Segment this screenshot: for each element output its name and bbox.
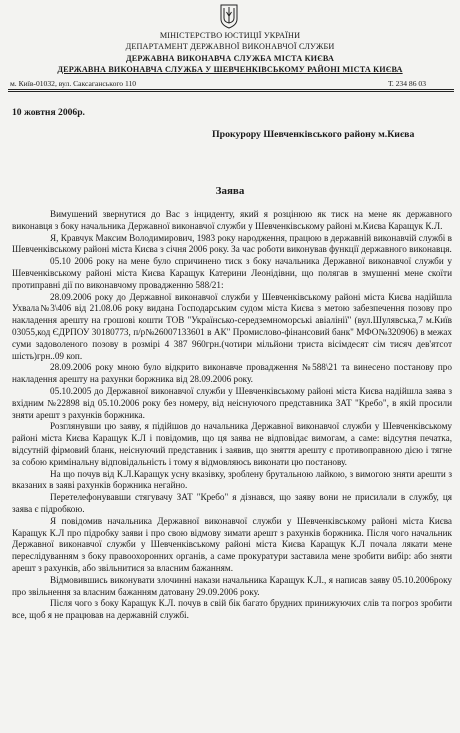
header-phone: Т. 234 86 03 bbox=[387, 79, 426, 88]
body-paragraph: Я, Кравчук Максим Володимирович, 1983 року народження, працюю в державній виконавчій службі в Шевченківському районі міста Києва з січня 2006 року. За час роботи виконував функції державного виконавця. bbox=[12, 232, 452, 255]
trident-emblem-icon bbox=[218, 2, 240, 30]
body-paragraph: Після чого з боку Каращук К.Л. почув в свій бік багато брудних принижуючих слів та погроз зробити все, щоб я не працював на державній службі. bbox=[12, 598, 452, 621]
body-paragraph: 28.09.2006 року мною було відкрито виконавче провадження №588\21 та винесено постанову про накладення арешту на рахунки боржника від 28.09.2006 року. bbox=[12, 362, 452, 385]
document-body bbox=[12, 209, 452, 622]
header-department: ДЕПАРТАМЕНТ ДЕРЖАВНОЇ ВИКОНАВЧОЇ СЛУЖБИ bbox=[125, 42, 335, 51]
body-paragraph: Вимушений звернутися до Вас з інциденту, який я розцінюю як тиск на мене як державного виконавця з боку начальника Державної виконавчої служби у Шевченківському районі м.Києва Каращук К.Л. bbox=[12, 209, 452, 231]
header-rule-secondary bbox=[8, 91, 454, 92]
header-city-service: ДЕРЖАВНА ВИКОНАВЧА СЛУЖБА МІСТА КИЄВА bbox=[125, 54, 335, 63]
body-paragraph: На що почув від К.Л.Каращук усну вказівку, зроблену брутальною лайкою, з вимогою зняти арешти з вказаних в заяві рахунків боржника негайно. bbox=[12, 468, 452, 491]
body-paragraph: Відмовившись виконувати злочинні накази начальника Каращук К.Л., я написав заяву 05.10.2006року про звільнення за власним бажанням датовану 29.09.2006 року. bbox=[12, 574, 452, 597]
body-paragraph: 28.09.2006 року до Державної виконавчої служби у Шевченківському районі міста Києва надійшла Ухвала№3\406 від 21.08.06 року видана Господарським судом міста Києва з метою забезпечення позову про накладення арешту на грошові кошти ТОВ "Українсько-середземноморські авіалінії" (вул.Шулявська,7 м.Київ 03055,код ЄДРПОУ 30180773, п/р№26007133601 в АК" Промислово-фінансовий банк" МФО№320906) в межах суми задоволеного позову в розмірі 4 387 960грн.(чотири мільйони триста вісімдесят сім тисяч дев'ятсот шість)грн..09 коп. bbox=[12, 291, 452, 361]
recipient-line: Прокурору Шевченківського району м.Києва bbox=[212, 129, 415, 140]
document-title: Заява bbox=[215, 185, 245, 197]
header-district-service: ДЕРЖАВНА ВИКОНАВЧА СЛУЖБА У ШЕВЧЕНКІВСЬКОМУ РАЙОНІ МІСТА КИЄВА bbox=[57, 65, 403, 74]
body-paragraph: Я повідомив начальника Державної виконавчої служби у Шевченківському районі міста Києва Каращук К.Л про підробку заяви і про свою відмову зимати арешт з рахунків боржника. Після чого начальник Державної виконавчої служби у Шевченківському районі міста Києва Каращук К.Л почала лякати мене переслідуванням з боку правоохоронних органів, а саме прокуратури заставила мене зробити вибір: або зняти арешт з рахунків, або звільнитися за власним бажанням. bbox=[12, 515, 452, 573]
body-paragraph: 05.10.2005 до Державної виконавчої служби у Шевченківському районі міста Києва надійшла заява з вхідним №22898 від 05.10.2006 року без номеру, від неіснуючого представника ЗАТ "Кребо", в якій просили зняти арешт з рахунків боржника. bbox=[12, 385, 452, 420]
header-address: м. Київ-01032, вул. Саксаганського 110 bbox=[10, 79, 137, 88]
body-paragraph: Розглянувши цю заяву, я підійшов до начальника Державної виконавчої служби у Шевченківському районі міста Києва Каращук К.Л і повідомив, що ця заява не відповідає вимогам, а саме: відсутня печатка, відсутній фірмовий бланк, неіснуючий представник і заявив, що зняття арешту є противоправною дією і тягне за собою кримінальну відповідальність і тому я відмовляюсь виконати цю постанову. bbox=[12, 421, 452, 467]
body-paragraph: Перетелефонувавши стягувачу ЗАТ "Кребо" я дізнався, що заяву вони не присилали в службу, ця заява є підробкою. bbox=[12, 492, 452, 514]
body-paragraph: 05.10 2006 року на мене було спричинено тиск з боку начальника Державної виконавчої служби у Шевченківському районі міста Києва Каращук Катерини Леонідівни, що полягав в змушенні мене скоїти протиправні дії по виконавчому провадженню 588/21: bbox=[12, 256, 452, 290]
document-date: 10 жовтня 2006р. bbox=[12, 107, 85, 118]
header-rule bbox=[8, 89, 454, 90]
header-ministry: МІНІСТЕРСТВО ЮСТИЦІЇ УКРАЇНИ bbox=[159, 31, 301, 40]
